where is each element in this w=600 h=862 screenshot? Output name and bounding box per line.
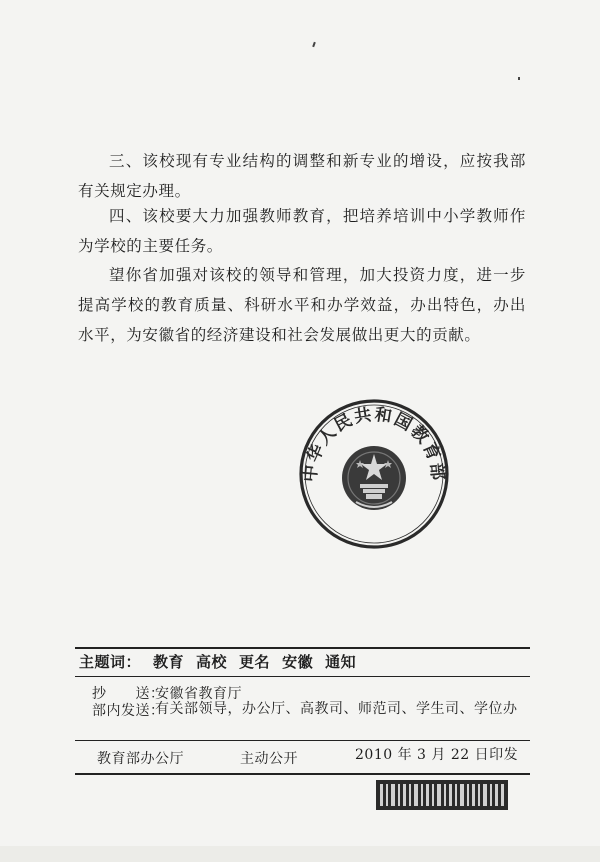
year-char: 年 [397, 747, 413, 763]
footer-divider [75, 647, 530, 649]
issue-year: 2010 [355, 747, 393, 763]
paragraph-3: 三、该校现有专业结构的调整和新专业的增设，应按我部有关规定办理。 [78, 152, 526, 200]
footer-divider [75, 676, 530, 677]
print-label: 印发 [489, 747, 519, 763]
paragraph-4: 四、该校要大力加强教师教育，把培养培训中小学教师作为学校的主要任务。 [78, 207, 526, 255]
scan-speck [312, 42, 316, 47]
national-emblem-icon [342, 446, 406, 510]
cc-recipient: 安徽省教育厅 [155, 686, 242, 702]
footer-divider [75, 740, 530, 741]
keyword: 更名 [239, 653, 271, 671]
footer-divider [75, 773, 530, 775]
day-char: 日 [474, 747, 490, 763]
page-bottom-edge [0, 846, 600, 862]
scan-speck [518, 77, 520, 80]
keyword: 安徽 [282, 653, 314, 671]
disclosure-status: 主动公开 [240, 751, 298, 767]
internal-distribution-recipients: 有关部领导，办公厅、高教司、师范司、学生司、学位办 [155, 701, 518, 717]
seal-text: 中华人民共和国教育部 [300, 404, 448, 483]
keywords-line [79, 651, 356, 672]
keyword: 高校 [196, 653, 228, 671]
keyword: 教育 [153, 653, 185, 671]
official-seal-icon [298, 398, 450, 550]
issuing-office: 教育部办公厅 [97, 751, 184, 767]
barcode-icon [376, 780, 508, 810]
cc-label: 抄 送： [92, 686, 165, 702]
issue-month: 3 [417, 747, 427, 763]
keyword: 通知 [325, 653, 357, 671]
keywords-label: 主题词： [79, 653, 142, 671]
issue-day: 22 [450, 747, 470, 763]
month-char: 月 [431, 747, 446, 763]
issue-date [355, 744, 518, 764]
paragraph-closing: 望你省加强对该校的领导和管理，加大投资力度，进一步提高学校的教育质量、科研水平和办学效益，办出特色，办出水平，为安徽省的经济建设和社会发展做出更大的贡献。 [78, 266, 526, 344]
internal-distribution-label: 部内发送： [92, 703, 165, 719]
